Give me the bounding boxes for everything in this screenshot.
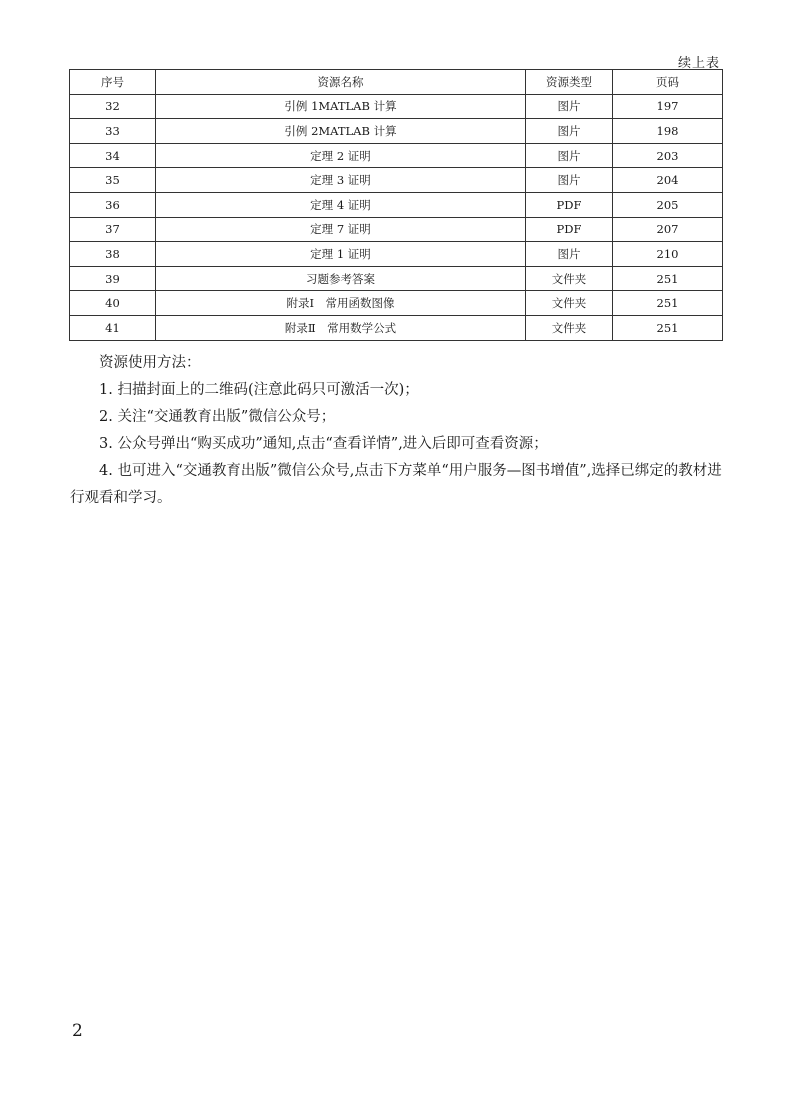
cell-page: 210 bbox=[613, 242, 723, 267]
cell-no: 41 bbox=[70, 315, 156, 340]
header-type: 资源类型 bbox=[526, 70, 613, 95]
usage-step: 2. 关注“交通教育出版”微信公众号； bbox=[99, 409, 336, 425]
cell-no: 32 bbox=[70, 94, 156, 119]
cell-type: 图片 bbox=[526, 168, 613, 193]
table-row bbox=[70, 143, 723, 168]
cell-type: PDF bbox=[526, 217, 613, 242]
cell-name: 附录Ⅱ 常用数学公式 bbox=[156, 315, 526, 340]
cell-no: 33 bbox=[70, 119, 156, 144]
cell-type: 图片 bbox=[526, 119, 613, 144]
cell-name: 引例 2MATLAB 计算 bbox=[156, 119, 526, 144]
cell-no: 34 bbox=[70, 143, 156, 168]
cell-no: 38 bbox=[70, 242, 156, 267]
table-row bbox=[70, 266, 723, 291]
table-row bbox=[70, 94, 723, 119]
cell-page: 207 bbox=[613, 217, 723, 242]
usage-step: 3. 公众号弹出“购买成功”通知,点击“查看详情”,进入后即可查看资源； bbox=[99, 436, 548, 452]
usage-step: 4. 也可进入“交通教育出版”微信公众号,点击下方菜单“用户服务—图书增值”,选择已绑定的教材进行观看和学习。 bbox=[70, 463, 722, 506]
cell-name: 定理 3 证明 bbox=[156, 168, 526, 193]
cell-no: 37 bbox=[70, 217, 156, 242]
cell-name: 习题参考答案 bbox=[156, 266, 526, 291]
cell-page: 205 bbox=[613, 192, 723, 217]
page-number: 2 bbox=[72, 1021, 83, 1041]
usage-instructions bbox=[70, 350, 724, 512]
table-header-row bbox=[70, 70, 723, 95]
cell-page: 198 bbox=[613, 119, 723, 144]
cell-page: 251 bbox=[613, 266, 723, 291]
cell-name: 定理 2 证明 bbox=[156, 143, 526, 168]
header-name: 资源名称 bbox=[156, 70, 526, 95]
continued-table-label: 续上表 bbox=[677, 56, 720, 71]
cell-type: 图片 bbox=[526, 143, 613, 168]
resource-table bbox=[69, 69, 723, 341]
cell-name: 定理 1 证明 bbox=[156, 242, 526, 267]
table-row bbox=[70, 168, 723, 193]
cell-no: 40 bbox=[70, 291, 156, 316]
usage-step: 1. 扫描封面上的二维码(注意此码只可激活一次)； bbox=[99, 382, 419, 398]
header-page: 页码 bbox=[613, 70, 723, 95]
cell-no: 35 bbox=[70, 168, 156, 193]
cell-type: 文件夹 bbox=[526, 266, 613, 291]
header-no: 序号 bbox=[70, 70, 156, 95]
cell-name: 定理 4 证明 bbox=[156, 192, 526, 217]
cell-type: 文件夹 bbox=[526, 315, 613, 340]
table-row bbox=[70, 217, 723, 242]
cell-no: 36 bbox=[70, 192, 156, 217]
cell-name: 附录Ⅰ 常用函数图像 bbox=[156, 291, 526, 316]
cell-page: 197 bbox=[613, 94, 723, 119]
table-row bbox=[70, 315, 723, 340]
cell-page: 251 bbox=[613, 291, 723, 316]
usage-heading: 资源使用方法： bbox=[99, 355, 201, 371]
cell-type: 文件夹 bbox=[526, 291, 613, 316]
cell-name: 定理 7 证明 bbox=[156, 217, 526, 242]
table-row bbox=[70, 119, 723, 144]
table-row bbox=[70, 242, 723, 267]
cell-page: 203 bbox=[613, 143, 723, 168]
cell-type: 图片 bbox=[526, 94, 613, 119]
cell-page: 204 bbox=[613, 168, 723, 193]
cell-type: PDF bbox=[526, 192, 613, 217]
table-row bbox=[70, 291, 723, 316]
cell-no: 39 bbox=[70, 266, 156, 291]
cell-type: 图片 bbox=[526, 242, 613, 267]
table-row bbox=[70, 192, 723, 217]
cell-name: 引例 1MATLAB 计算 bbox=[156, 94, 526, 119]
cell-page: 251 bbox=[613, 315, 723, 340]
